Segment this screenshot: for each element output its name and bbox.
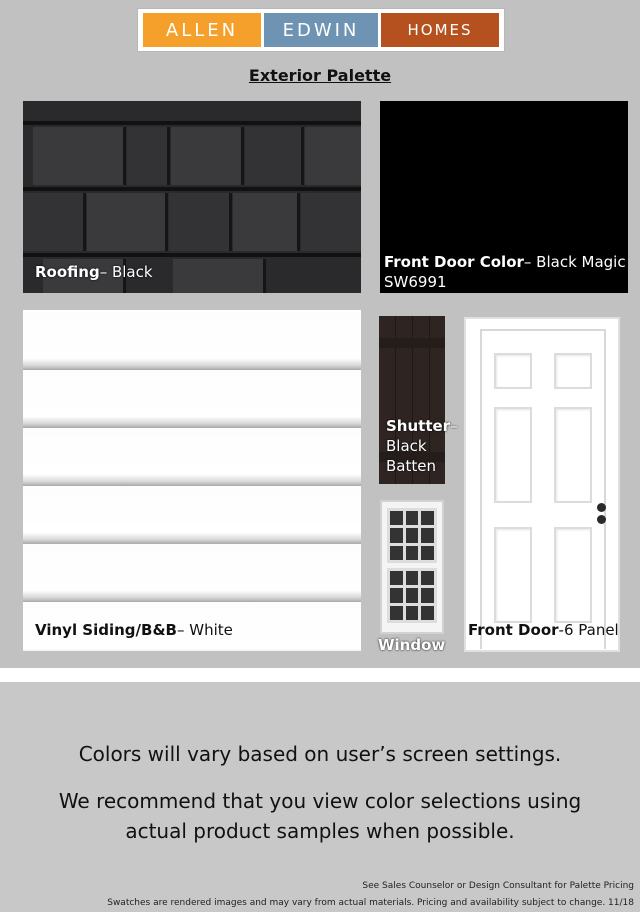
siding-label bbox=[35, 621, 233, 641]
door-panel bbox=[494, 527, 532, 623]
divider bbox=[0, 668, 640, 682]
front-door-value: -6 Panel bbox=[558, 621, 619, 639]
window-pane bbox=[390, 571, 403, 585]
logo-allen: ALLEN bbox=[143, 13, 261, 47]
door-panel bbox=[554, 353, 592, 389]
shingle-tab bbox=[305, 127, 361, 185]
siding-board bbox=[23, 544, 361, 602]
window-pane bbox=[390, 511, 403, 525]
roofing-value: – Black bbox=[99, 263, 153, 281]
siding-board bbox=[23, 312, 361, 370]
window-pane bbox=[421, 546, 434, 560]
window-pane bbox=[421, 571, 434, 585]
disclaimer-line3: actual product samples when possible. bbox=[125, 819, 515, 843]
siding-value: – White bbox=[176, 621, 233, 639]
shutter-label bbox=[386, 416, 458, 476]
shingle-row-line bbox=[23, 187, 361, 191]
front-door-color-label bbox=[384, 253, 626, 292]
siding-name: Vinyl Siding/B&B bbox=[35, 621, 177, 639]
window-pane bbox=[390, 546, 403, 560]
door-panel bbox=[494, 353, 532, 389]
front-door-label bbox=[468, 621, 619, 641]
door-knob bbox=[597, 503, 606, 512]
shingle-tab bbox=[33, 127, 126, 185]
door-frame bbox=[480, 329, 606, 649]
window-lower-sash bbox=[387, 568, 437, 623]
shutter-value-line1: Black bbox=[386, 437, 427, 455]
window-pane bbox=[390, 606, 403, 620]
door-lock bbox=[597, 515, 606, 524]
shingle-tab bbox=[245, 127, 304, 185]
window-pane bbox=[406, 511, 419, 525]
window-pane bbox=[421, 588, 434, 602]
window-pane bbox=[390, 588, 403, 602]
shingle-row-line bbox=[23, 253, 361, 257]
shingle-tab bbox=[23, 193, 86, 251]
window-label: Window bbox=[378, 636, 446, 654]
window-swatch bbox=[380, 500, 444, 634]
shutter-name: Shutter bbox=[386, 417, 451, 435]
window-pane bbox=[406, 606, 419, 620]
shutter-value-line2: Batten bbox=[386, 457, 436, 475]
front-door-color-value: – Black Magic bbox=[523, 253, 626, 271]
disclaimer-line2: We recommend that you view color selections using bbox=[58, 789, 582, 813]
logo-edwin: EDWIN bbox=[264, 13, 378, 47]
siding-board bbox=[23, 370, 361, 428]
front-door-name: Front Door bbox=[468, 621, 559, 639]
shingle-tab bbox=[171, 127, 244, 185]
roofing-name: Roofing bbox=[35, 263, 100, 281]
vinyl-siding-swatch bbox=[23, 310, 361, 651]
window-pane bbox=[421, 511, 434, 525]
roofing-label bbox=[35, 263, 153, 283]
window-pane bbox=[406, 571, 419, 585]
shingle-tab bbox=[301, 193, 361, 251]
shingle-tab bbox=[127, 127, 170, 185]
siding-board bbox=[23, 428, 361, 486]
door-panel bbox=[554, 527, 592, 623]
allen-edwin-homes-logo bbox=[137, 8, 505, 52]
front-door-color-code: SW6991 bbox=[384, 272, 447, 291]
door-panel bbox=[494, 407, 532, 503]
window-upper-sash bbox=[387, 508, 437, 563]
shutter-batten bbox=[379, 338, 445, 348]
fine-print-pricing: See Sales Counselor or Design Consultant for Palette Pricing bbox=[362, 881, 634, 891]
shingle-row-line bbox=[23, 121, 361, 125]
page-title: Exterior Palette bbox=[248, 66, 392, 85]
window-pane bbox=[390, 528, 403, 542]
fine-print-rendering: Swatches are rendered images and may vary from actual materials. Pricing and availability subject to change. 11/18 bbox=[107, 898, 634, 908]
window-pane bbox=[406, 528, 419, 542]
siding-board bbox=[23, 486, 361, 544]
window-pane bbox=[406, 546, 419, 560]
door-panel bbox=[554, 407, 592, 503]
window-pane bbox=[406, 588, 419, 602]
disclaimer-line1: Colors will vary based on user’s screen settings. bbox=[78, 742, 562, 766]
shingle-tab bbox=[169, 193, 232, 251]
shutter-dash: – bbox=[450, 417, 458, 435]
shingle-tab bbox=[233, 193, 300, 251]
logo-homes: HOMES bbox=[381, 13, 499, 47]
shingle-tab bbox=[173, 259, 266, 293]
window-pane bbox=[421, 528, 434, 542]
window-pane bbox=[421, 606, 434, 620]
disclaimer-recommendation bbox=[0, 786, 640, 846]
front-door-swatch bbox=[464, 317, 620, 652]
front-door-color-name: Front Door Color bbox=[384, 253, 524, 271]
shingle-tab bbox=[87, 193, 168, 251]
